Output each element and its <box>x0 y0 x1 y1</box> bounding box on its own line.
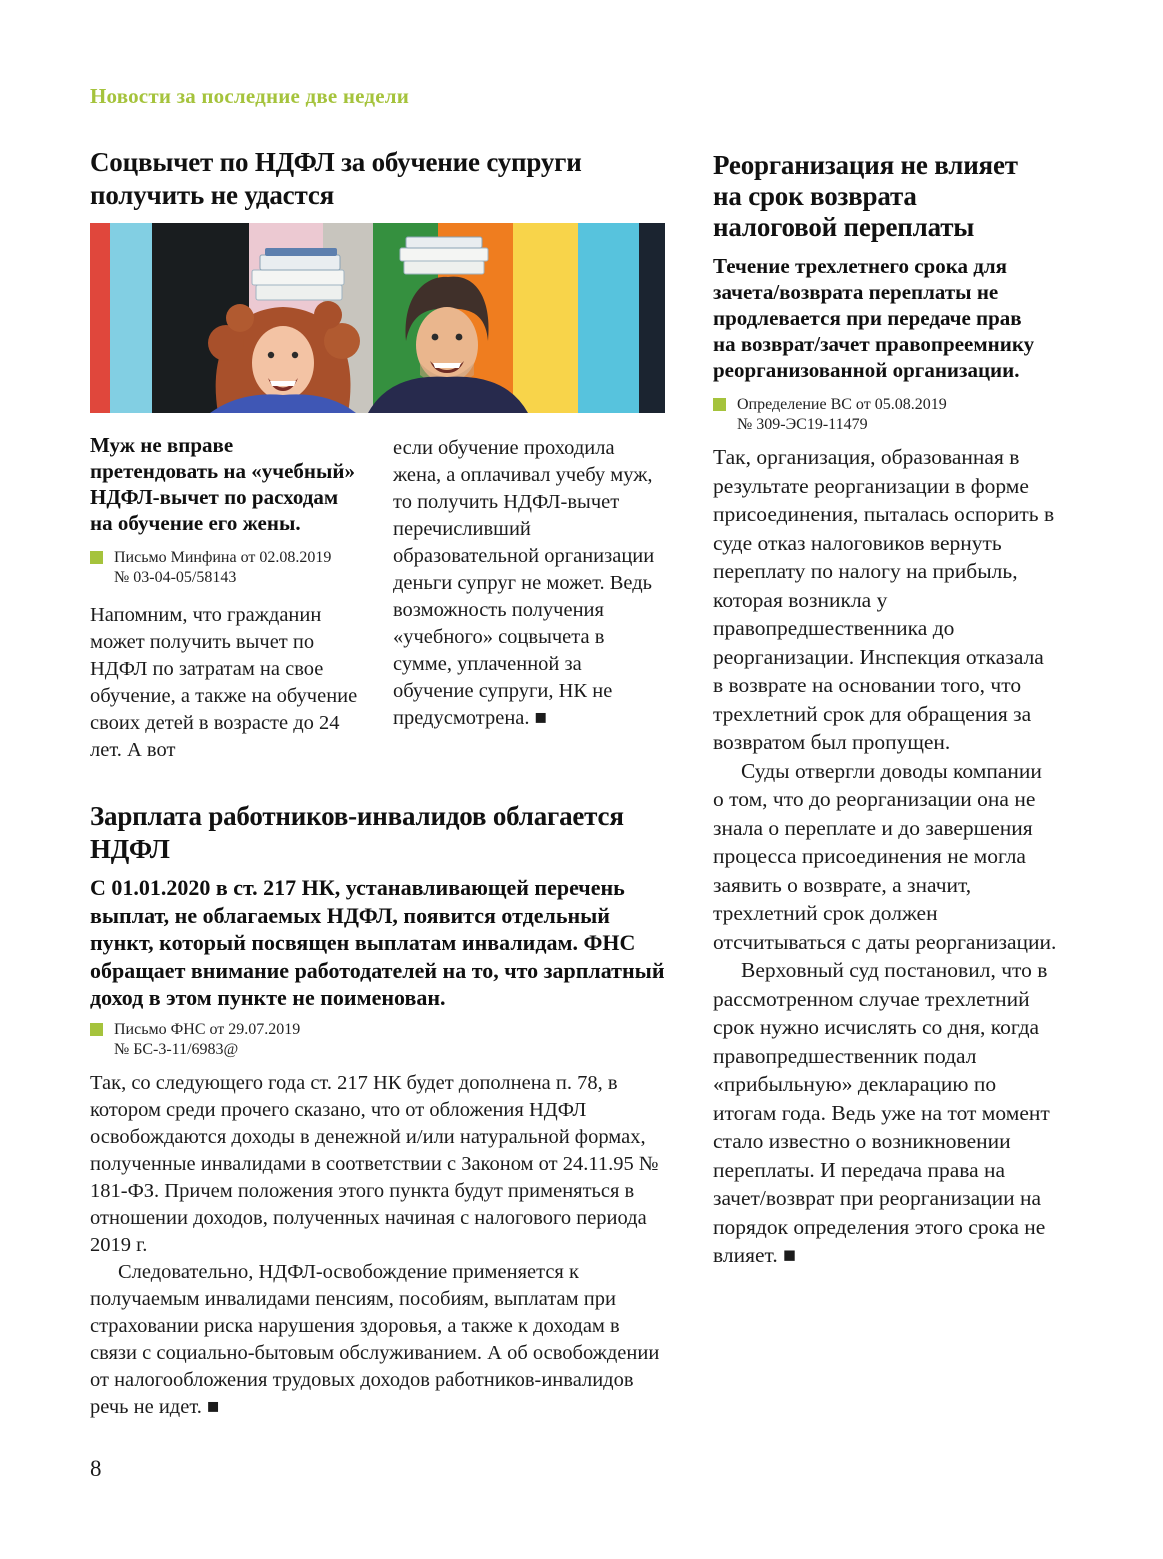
source-bullet-icon <box>90 551 103 564</box>
man-figure <box>368 277 528 413</box>
article-1-body-col-b <box>393 435 665 732</box>
photo-people-illustration <box>90 223 665 413</box>
left-column <box>90 146 665 1421</box>
article-1-source <box>90 548 362 588</box>
article-2-title: Зарплата работников-инвалидов облагается НДФЛ <box>90 801 624 864</box>
source-line: Письмо Минфина от 02.08.2019 <box>114 549 332 566</box>
article-education-deduction <box>90 146 665 764</box>
article-reorganization <box>713 150 1058 1270</box>
source-line: Письмо ФНС от 29.07.2019 <box>114 1020 301 1038</box>
article-3-lead: Течение трехлетнего срока для зачета/возврата переплаты не продлевается при передаче прав на возврат/зачет правопреемнику реорганизованной организации. <box>713 254 1035 382</box>
article-1-title: Соцвычет по НДФЛ за обучение супруги получить не удастся <box>90 147 582 210</box>
article-1-lead: Муж не вправе претендовать на «учебный» НДФЛ-вычет по расходам на обучение его жены. <box>90 433 356 535</box>
paragraph: Верховный суд постановил, что в рассмотренном случае трехлетний срок нужно исчислять со дня, когда правопредшественник подал «прибыльную» декларацию по итогам года. Ведь уже на тот момент стало известно о возникновении переплаты. И передача права на зачет/возврат при реорганизации на порядок определения этого срока не влияет. ■ <box>713 958 1050 1267</box>
paragraph: Напомним, что гражданин может получить вычет по НДФЛ по затратам на свое обучение, а также на обучение своих детей в возрасте до 24 лет. А вот <box>90 604 358 761</box>
right-column <box>713 150 1058 1270</box>
article-1-photo <box>90 223 665 413</box>
article-disabled-workers <box>90 800 665 1421</box>
article-1-col-a <box>90 432 362 764</box>
article-3-source <box>713 395 1058 435</box>
source-line: Определение ВС от 05.08.2019 <box>737 396 947 413</box>
page-number: 8 <box>90 1456 102 1481</box>
paragraph: Следовательно, НДФЛ-освобождение применяется к получаемым инвалидами пенсиям, пособиям, выплатам при страховании риска нарушения здоровья, а также к доходам в связи с социально-бытовым обслуживанием. А об освобождении от налогообложения трудовых доходов работников-инвалидов речь не идет. ■ <box>90 1260 660 1418</box>
source-bullet-icon <box>90 1023 103 1036</box>
section-kicker: Новости за последние две недели <box>90 84 410 108</box>
article-2-source <box>90 1020 665 1060</box>
source-line: № БС-3-11/6983@ <box>114 1040 239 1058</box>
paragraph: Так, со следующего года ст. 217 НК будет дополнена п. 78, в котором среди прочего сказано, что от обложения НДФЛ освобождаются доходы в денежной и/или натуральной формах, полученные инвалидами в соответствии с Законом от 24.11.95 № 181-ФЗ. Причем положения этого пункта будут применяться в отношении доходов, полученных начиная с налогового периода 2019 г. <box>90 1071 659 1256</box>
book-stack-left <box>252 248 344 300</box>
article-1-two-columns <box>90 432 665 764</box>
book-stack-right <box>400 237 488 274</box>
source-line: № 03-04-05/58143 <box>114 569 237 586</box>
source-line: № 309-ЭС19-11479 <box>737 416 868 433</box>
paragraph: Так, организация, образованная в результате реорганизации в форме присоединения, пыталась оспорить в суде отказ налоговиков вернуть переплату по налогу на прибыль, которая возникла у правопредшественника до реорганизации. Инспекция отказала в возврате на основании того, что трехлетний срок для обращения за возвратом был пропущен. <box>713 445 1055 754</box>
paragraph: если обучение проходила жена, а оплачивал учебу муж, то получить НДФЛ-вычет перечисливший образовательной организации деньги супруг не может. Ведь возможность получения «учебного» соцвычета в сумме, уплаченной за обучение супруги, НК не предусмотрена. ■ <box>393 437 655 729</box>
article-2-body <box>90 1070 665 1421</box>
article-3-title: Реорганизация не влияет на срок возврата налоговой переплаты <box>713 150 1018 242</box>
woman-figure <box>208 301 360 413</box>
article-1-body-col-a <box>90 602 362 764</box>
article-1-col-b <box>393 432 665 764</box>
article-3-body <box>713 443 1058 1270</box>
source-bullet-icon <box>713 398 726 411</box>
paragraph: Суды отвергли доводы компании о том, что до реорганизации она не знала о переплате и до завершения процесса присоединения не могла заявить о возврате, а значит, трехлетний срок должен отсчитываться с даты реорганизации. <box>713 758 1057 954</box>
article-2-lead: С 01.01.2020 в ст. 217 НК, устанавливающей перечень выплат, не облагаемых НДФЛ, появится отдельный пункт, который посвящен выплатам инвалидам. ФНС обращает внимание работодателей на то, что зарплатный доход в этом пункте не поименован. <box>90 875 665 1010</box>
